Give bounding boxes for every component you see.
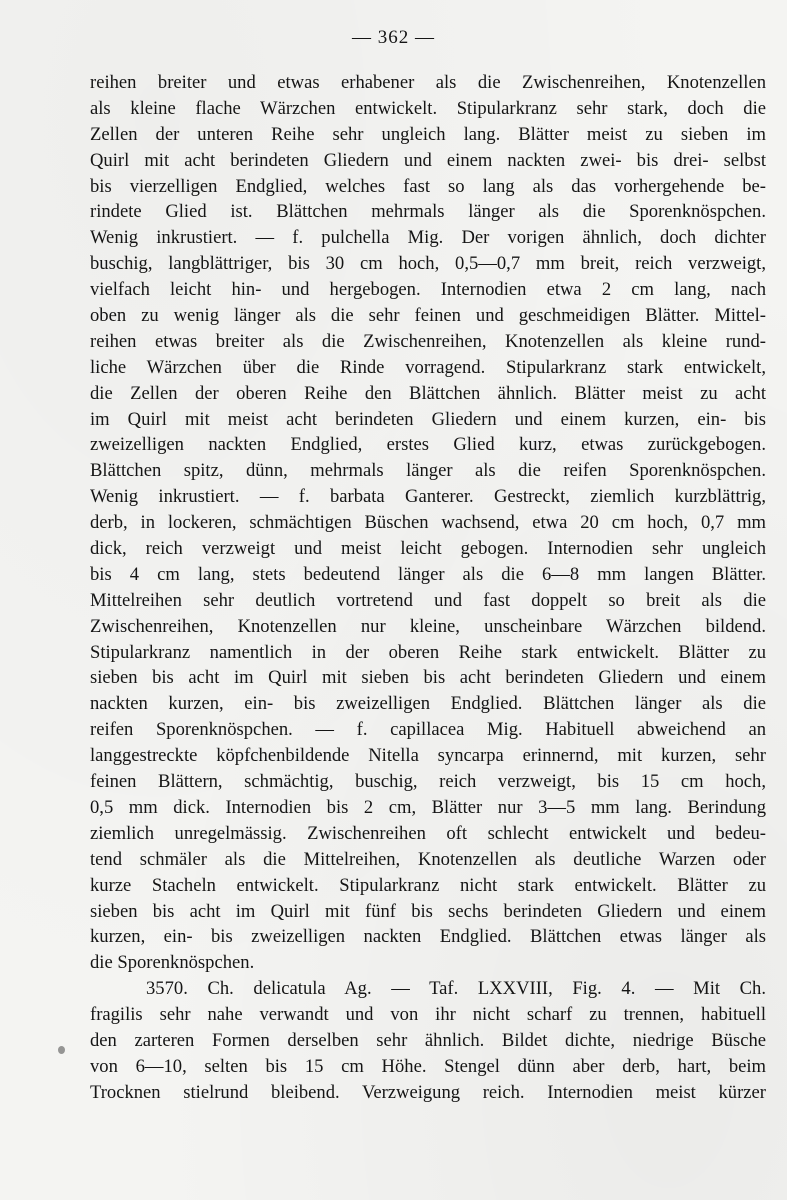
text-line: bis 4 cm lang, stets bedeutend länger als die 6—8 mm langen Blätter. (90, 563, 766, 585)
text-line: kurze Stacheln entwickelt. Stipularkranz nicht stark entwickelt. Blätter zu (90, 874, 766, 896)
text-line: kurzen, ein- bis zweizelligen nackten Endglied. Blättchen etwas länger als (90, 926, 766, 948)
text-line: reihen etwas breiter als die Zwischenreihen, Knotenzellen als kleine rund- (90, 330, 766, 352)
text-line: dick, reich verzweigt und meist leicht gebogen. Internodien sehr ungleich (90, 538, 766, 560)
text-line: reihen breiter und etwas erhabener als die Zwischenreihen, Knotenzellen (90, 72, 766, 93)
text-line: als kleine flache Wärzchen entwickelt. Stipularkranz sehr stark, doch die (90, 97, 766, 119)
text-line: Blättchen spitz, dünn, mehrmals länger als die reifen Sporenknöspchen. (90, 460, 766, 482)
text-line: Stipularkranz namentlich in der oberen Reihe stark entwickelt. Blätter zu (90, 641, 766, 663)
text-line: langgestreckte köpfchenbildende Nitella syncarpa erinnernd, mit kurzen, sehr (90, 745, 766, 767)
text-line: von 6—10, selten bis 15 cm Höhe. Stengel dünn aber derb, hart, beim (90, 1055, 766, 1077)
text-line: fragilis sehr nahe verwandt und von ihr nicht scharf zu trennen, habituell (90, 1004, 766, 1026)
page-number: — 362 — (352, 27, 435, 48)
body-text (90, 70, 766, 1106)
text-line: bis vierzelligen Endglied, welches fast so lang als das vorhergehende be- (90, 175, 766, 197)
text-line: Wenig inkrustiert. — f. barbata Ganterer. Gestreckt, ziemlich kurzblättrig, (90, 486, 766, 508)
text-line: den zarteren Formen derselben sehr ähnlich. Bildet dichte, niedrige Büsche (90, 1029, 766, 1051)
text-line: reifen Sporenknöspchen. — f. capillacea Mig. Habituell abweichend an (90, 719, 766, 741)
text-line: sieben bis acht im Quirl mit sieben bis acht berindeten Gliedern und einem (90, 667, 766, 689)
text-line: zweizelligen nackten Endglied, erstes Glied kurz, etwas zurückgebogen. (90, 434, 766, 456)
text-line: Wenig inkrustiert. — f. pulchella Mig. Der vorigen ähnlich, doch dichter (90, 227, 766, 249)
text-line: tend schmäler als die Mittelreihen, Knotenzellen als deutliche Warzen oder (90, 848, 766, 870)
text-line: ziemlich unregelmässig. Zwischenreihen oft schlecht entwickelt und bedeu- (90, 822, 766, 844)
text-line: feinen Blättern, schmächtig, buschig, reich verzweigt, bis 15 cm hoch, (90, 771, 766, 793)
text-line: derb, in lockeren, schmächtigen Büschen wachsend, etwa 20 cm hoch, 0,7 mm (90, 512, 766, 534)
ink-speck (58, 1046, 65, 1054)
text-line: Quirl mit acht berindeten Gliedern und einem nackten zwei- bis drei- selbst (90, 149, 766, 171)
text-line: die Zellen der oberen Reihe den Blättchen ähnlich. Blätter meist zu acht (90, 382, 766, 404)
text-line: buschig, langblättriger, bis 30 cm hoch, 0,5—0,7 mm breit, reich verzweigt, (90, 253, 766, 275)
text-line: Zwischenreihen, Knotenzellen nur kleine, unscheinbare Wärzchen bildend. (90, 615, 766, 637)
text-line: liche Wärzchen über die Rinde vorragend. Stipularkranz stark entwickelt, (90, 356, 766, 378)
text-line: Trocknen stielrund bleibend. Verzweigung reich. Internodien meist kürzer (90, 1081, 766, 1103)
text-line: 0,5 mm dick. Internodien bis 2 cm, Blätter nur 3—5 mm lang. Berindung (90, 796, 766, 818)
text-line: Zellen der unteren Reihe sehr ungleich lang. Blätter meist zu sieben im (90, 123, 766, 145)
text-line: im Quirl mit meist acht berindeten Gliedern und einem kurzen, ein- bis (90, 408, 766, 430)
text-line: vielfach leicht hin- und hergebogen. Internodien etwa 2 cm lang, nach (90, 279, 766, 301)
text-line: nackten kurzen, ein- bis zweizelligen Endglied. Blättchen länger als die (90, 693, 766, 715)
text-line: oben zu wenig länger als die sehr feinen und geschmeidigen Blätter. Mittel- (90, 305, 766, 327)
text-line: Mittelreihen sehr deutlich vortretend und fast doppelt so breit als die (90, 589, 766, 611)
text-line: sieben bis acht im Quirl mit fünf bis sechs berindeten Gliedern und einem (90, 900, 766, 922)
text-line: rindete Glied ist. Blättchen mehrmals länger als die Sporenknöspchen. (90, 201, 766, 223)
species-heading-line: 3570. Ch. delicatula Ag. — Taf. LXXVIII, Fig. 4. — Mit Ch. (146, 978, 766, 1000)
text-line: die Sporenknöspchen. (90, 952, 255, 974)
